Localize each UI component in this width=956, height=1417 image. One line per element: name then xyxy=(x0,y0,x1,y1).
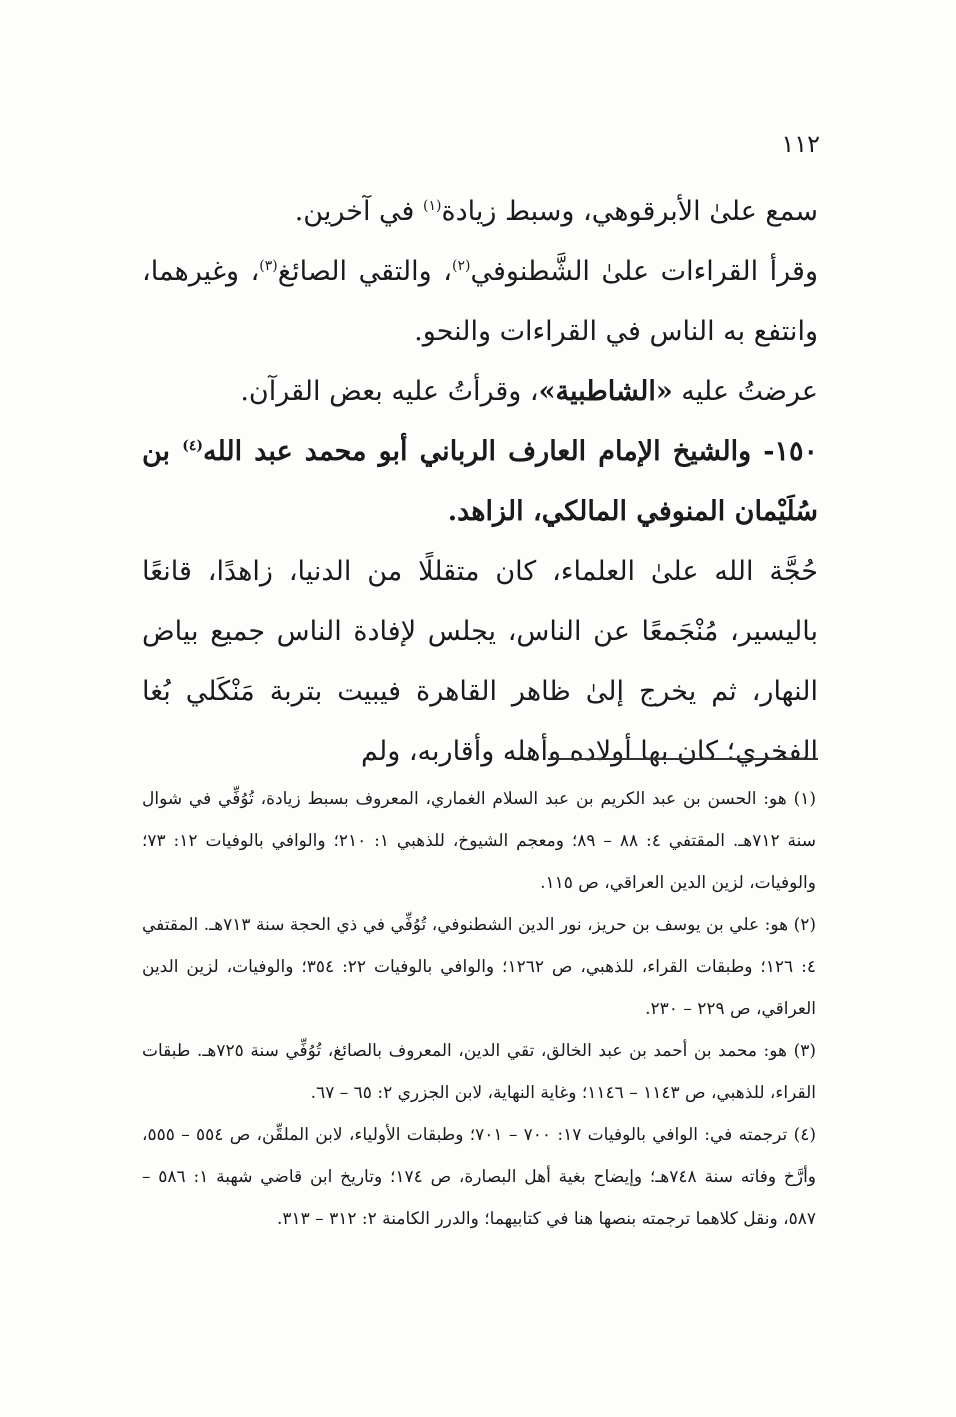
footnote-3: (٣) هو: محمد بن أحمد بن عبد الخالق، تقي الدين، المعروف بالصائغ، تُوُفِّي سنة ٧٢٥هـ. طبقات القراء، للذهبي، ص ١١٤٣ – ١١٤٦؛ وغاية النهاية، لابن الجزري ٢: ٦٥ – ٦٧. xyxy=(142,1041,816,1103)
footnote-4: (٤) ترجمته في: الوافي بالوفيات ١٧: ٧٠٠ – ٧٠١؛ وطبقات الأولياء، لابن الملقِّن، ص ٥٥٤ – ٥٥٥، وأرَّخ وفاته سنة ٧٤٨هـ؛ وإيضاح بغية أهل البصارة، ص ١٧٤؛ وتاريخ ابن قاضي شهبة ١: ٥٨٦ – ٥٨٧، ونقل كلاهما ترجمته بنصها هنا في كتابيهما؛ والدرر الكامنة ٢: ٣١٢ – ٣١٣. xyxy=(142,1125,816,1229)
paragraph-2-text-3: ، وغيرهما، وانتفع به الناس في القراءات والنحو. xyxy=(142,256,818,347)
footnote-ref-4: (٤) xyxy=(182,438,203,454)
paragraph-1-text: سمع علىٰ الأبرقوهي، وسبط زيادة xyxy=(441,196,818,227)
footnote-ref-3: (٣) xyxy=(259,258,278,274)
paragraph-1-tail: في آخرين. xyxy=(294,196,424,227)
shatibiya-title: «الشاطبية» xyxy=(538,376,673,407)
footnote-divider xyxy=(548,758,818,760)
footnote-ref-1: (١) xyxy=(423,198,442,214)
footnote-ref-2: (٢) xyxy=(452,258,471,274)
paragraph-3-text-1: عرضتُ عليه xyxy=(672,376,818,407)
paragraph-1 xyxy=(142,182,818,242)
footnote-1: (١) هو: الحسن بن عبد الكريم بن عبد السلام الغماري، المعروف بسبط زيادة، تُوُفِّي في شوال سنة ٧١٢هـ. المقتفي ٤: ٨٨ – ٨٩؛ ومعجم الشيوخ، للذهبي ١: ٢١٠؛ والوافي بالوفيات ١٢: ٧٣؛ والوفيات، لزين الدين العراقي، ص ١١٥. xyxy=(142,789,816,893)
paragraph-2-text-1: وقرأ القراءات علىٰ الشَّطنوفي xyxy=(470,256,818,287)
entry-heading xyxy=(142,422,818,542)
page-number: ١١٢ xyxy=(781,130,820,158)
entry-heading-text-1: ١٥٠- والشيخ الإمام العارف الرباني أبو محمد عبد الله xyxy=(202,436,819,467)
paragraph-2 xyxy=(142,242,818,362)
paragraph-4: حُجَّة الله علىٰ العلماء، كان متقللًا من الدنيا، زاهدًا، قانعًا باليسير، مُنْجَمعًا عن الناس، يجلس لإفادة الناس جميع بياض النهار، ثم يخرج إلىٰ ظاهر القاهرة فيبيت بتربة مَنْكَلي بُغا الفخري؛ كان بها أولاده وأهله وأقاربه، ولم xyxy=(142,556,818,767)
main-text xyxy=(142,182,818,782)
paragraph-3-text-2: ، وقرأتُ عليه بعض القرآن. xyxy=(240,376,539,407)
paragraph-2-text-2: ، والتقي الصائغ xyxy=(277,256,452,287)
footnotes xyxy=(142,778,816,1240)
footnote-2: (٢) هو: علي بن يوسف بن حريز، نور الدين الشطنوفي، تُوُفِّي في ذي الحجة سنة ٧١٣هـ. المقتفي ٤: ١٢٦؛ وطبقات القراء، للذهبي، ص ١٢٦٢؛ والوافي بالوفيات ٢٢: ٣٥٤؛ والوفيات، لزين الدين العراقي، ص ٢٢٩ – ٢٣٠. xyxy=(142,915,816,1019)
paragraph-3 xyxy=(142,362,818,422)
entry-heading-text-2: بن سُلَيْمان المنوفي المالكي، الزاهد. xyxy=(142,436,818,527)
